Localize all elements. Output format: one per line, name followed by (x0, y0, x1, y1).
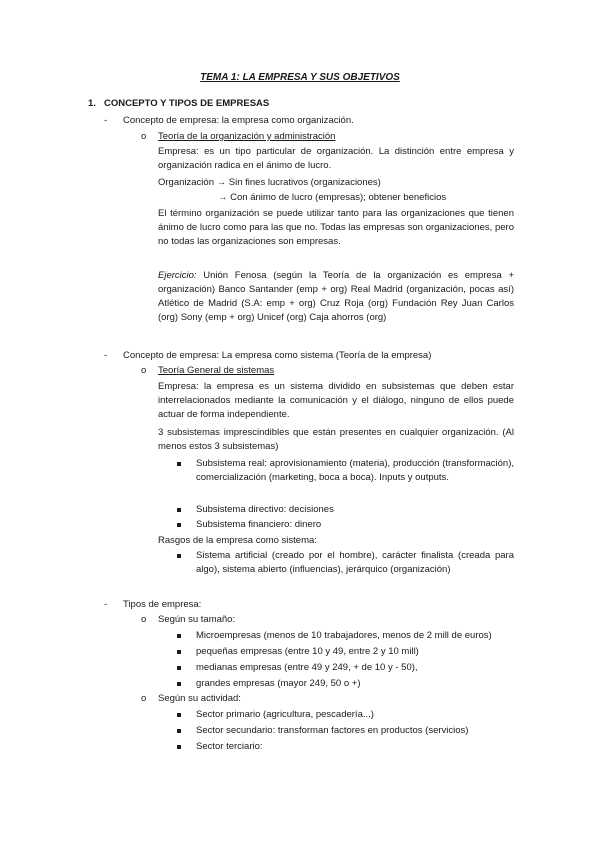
tamano-item: grandes empresas (mayor 249, 50 o +) (196, 678, 361, 689)
tamano-item: medianas empresas (entre 49 y 249, + de 10 y - 50), (196, 662, 418, 673)
concept-sistema-item: Concepto de empresa: La empresa como sistema (Teoría de la empresa) (123, 350, 432, 361)
empresa-definition: Empresa: es un tipo particular de organización. La distinción entre empresa y organización radica en el ánimo de lucro. (158, 146, 514, 171)
circle-bullet: o (141, 614, 147, 625)
square-bullet (177, 666, 181, 670)
section-heading: CONCEPTO Y TIPOS DE EMPRESAS (104, 98, 270, 109)
sistema-definition: Empresa: la empresa es un sistema dividido en subsistemas que deben estar interrelacionados mediante la comunicación y el diálogo, ninguno de ellos puede actuar de forma independiente. (158, 381, 514, 420)
circle-bullet: o (141, 131, 147, 142)
square-bullet (177, 554, 181, 558)
actividad-item: Sector terciario: (196, 741, 263, 752)
subsistema-financiero: Subsistema financiero: dinero (196, 519, 322, 530)
concept-org-item: Concepto de empresa: la empresa como organización. (123, 115, 354, 126)
subsistema-real: Subsistema real: aprovisionamiento (materia), producción (transformación), comercialización (marketing, boca a boca). Inputs y outputs. (196, 458, 514, 483)
square-bullet (177, 713, 181, 717)
tamano-item: pequeñas empresas (entre 10 y 49, entre 2 y 10 mill) (196, 646, 419, 657)
organizacion-paragraph: El término organización se puede utilizar tanto para las organizaciones que tienen ánimo de lucro como para las que no. Todas las empresas son organizaciones, pero no todas las organizaciones son empresas. (158, 208, 514, 247)
dash-bullet: - (104, 115, 108, 126)
teoria-organizacion-title: Teoría de la organización y administración (158, 131, 336, 142)
organizacion-line: Organización → Sin fines lucrativos (organizaciones) (158, 177, 381, 188)
rasgos-heading: Rasgos de la empresa como sistema: (158, 535, 317, 546)
square-bullet (177, 745, 181, 749)
square-bullet (177, 650, 181, 654)
tamano-item: Microempresas (menos de 10 trabajadores, menos de 2 mill de euros) (196, 630, 492, 641)
subsistema-directivo: Subsistema directivo: decisiones (196, 504, 334, 515)
circle-bullet: o (141, 365, 147, 376)
animo-lucro-line: → Con ánimo de lucro (empresas); obtener beneficios (218, 192, 447, 203)
actividad-item: Sector secundario: transforman factores en productos (servicios) (196, 725, 469, 736)
teoria-sistemas-title: Teoría General de sistemas (158, 365, 275, 376)
actividad-item: Sector primario (agricultura, pescadería...) (196, 709, 374, 720)
square-bullet (177, 523, 181, 527)
dash-bullet: - (104, 350, 108, 361)
segun-tamano: Según su tamaño: (158, 614, 236, 625)
section-number: 1. (88, 98, 96, 109)
dash-bullet: - (104, 599, 108, 610)
page-title: TEMA 1: LA EMPRESA Y SUS OBJETIVOS (200, 72, 400, 83)
square-bullet (177, 462, 181, 466)
subsistemas-paragraph: 3 subsistemas imprescindibles que están presentes en cualquier organización. (Al menos estos 3 subsistemas) (158, 427, 514, 452)
ejercicio-label: Ejercicio: (158, 270, 197, 281)
circle-bullet: o (141, 693, 147, 704)
segun-actividad: Según su actividad: (158, 693, 241, 704)
rasgos-bullet: Sistema artificial (creado por el hombre), carácter finalista (creada para algo), sistema abierto (influencias), jerárquico (organización) (196, 550, 514, 575)
tipos-empresa-item: Tipos de empresa: (123, 599, 202, 610)
square-bullet (177, 682, 181, 686)
square-bullet (177, 729, 181, 733)
ejercicio-paragraph (158, 269, 514, 325)
ejercicio-text: Unión Fenosa (según la Teoría de la organización es empresa + organización) Banco Santander (emp + org) Real Madrid (organización, pocas así) Atlético de Madrid (S.A: emp + org) Cruz Roja (org) Fundación Rey Juan Carlos (org) Sony (emp + org) Unicef (org) Caja ahorros (org) (158, 270, 514, 323)
square-bullet (177, 634, 181, 638)
square-bullet (177, 508, 181, 512)
